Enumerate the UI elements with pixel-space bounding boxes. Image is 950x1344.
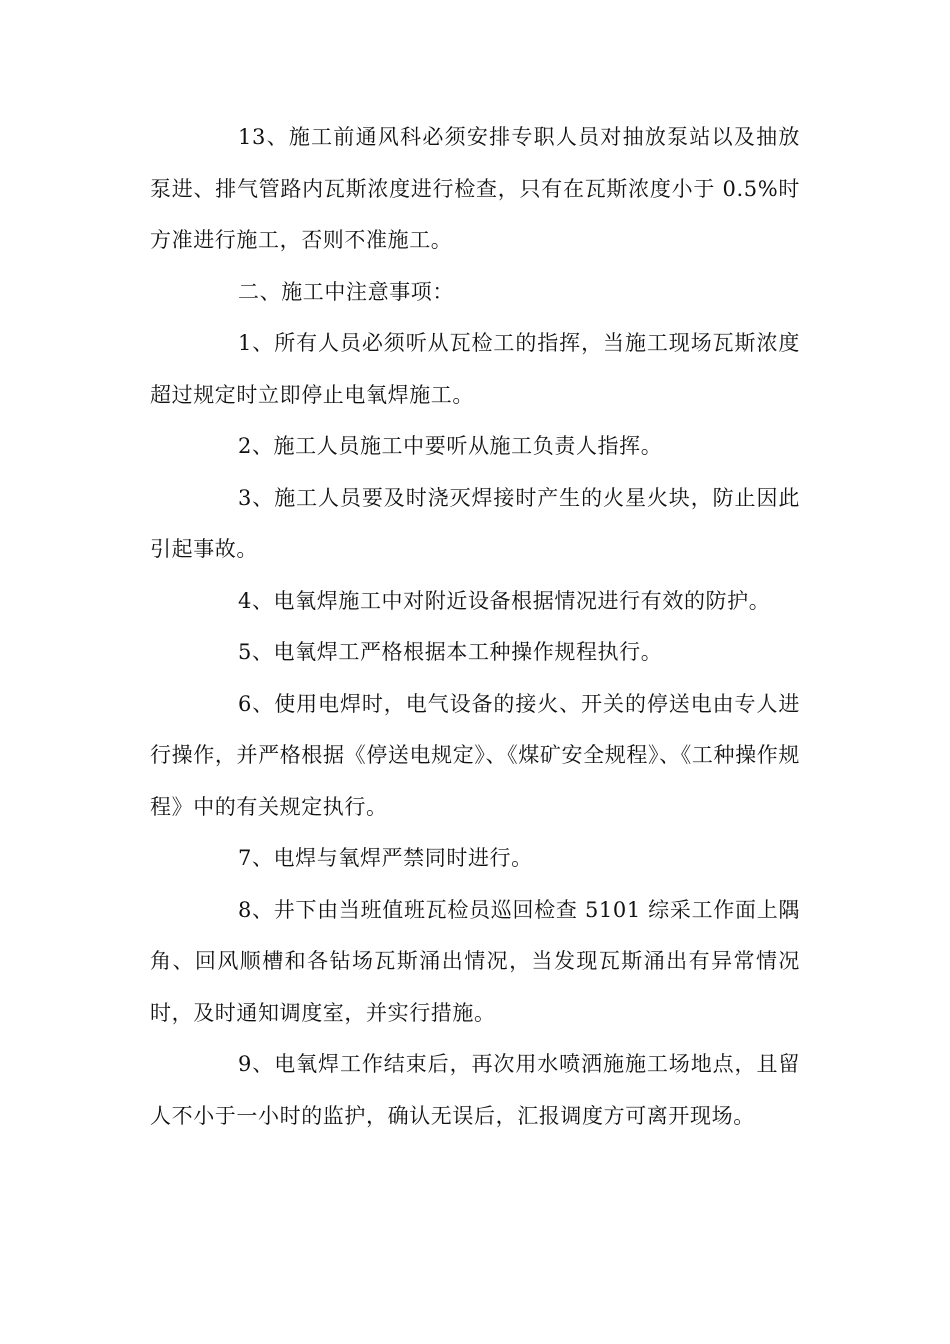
paragraph-item-13: 13、施工前通风科必须安排专职人员对抽放泵站以及抽放泵进、排气管路内瓦斯浓度进行检查，只有在瓦斯浓度小于 0.5%时方准进行施工，否则不准施工。	[150, 125, 800, 252]
paragraph-item-2: 2、施工人员施工中要听从施工负责人指挥。	[238, 434, 663, 458]
document-body	[150, 112, 800, 1142]
paragraph-item-8: 8、井下由当班值班瓦检员巡回检查 5101 综采工作面上隅角、回风顺槽和各钻场瓦斯涌出情况，当发现瓦斯涌出有异常情况时，及时通知调度室，并实行措施。	[150, 897, 800, 1025]
paragraph-item-7: 7、电焊与氧焊严禁同时进行。	[238, 846, 533, 870]
paragraph-item-1: 1、所有人员必须听从瓦检工的指挥，当施工现场瓦斯浓度超过规定时立即停止电氧焊施工。	[150, 331, 800, 407]
paragraph-item-4: 4、电氧焊施工中对附近设备根据情况进行有效的防护。	[238, 588, 771, 613]
paragraph-item-5: 5、电氧焊工严格根据本工种操作规程执行。	[238, 640, 663, 664]
paragraph-item-6: 6、使用电焊时，电气设备的接火、开关的停送电由专人进行操作，并严格根据《停送电规定》、《煤矿安全规程》、《工种操作规程》中的有关规定执行。	[150, 691, 800, 819]
paragraph-item-9: 9、电氧焊工作结束后，再次用水喷洒施施工场地点，且留人不小于一小时的监护，确认无误后，汇报调度方可离开现场。	[150, 1052, 800, 1128]
paragraph-item-3: 3、施工人员要及时浇灭焊接时产生的火星火块，防止因此引起事故。	[150, 485, 800, 561]
section-heading-precautions: 二、施工中注意事项：	[238, 279, 454, 304]
